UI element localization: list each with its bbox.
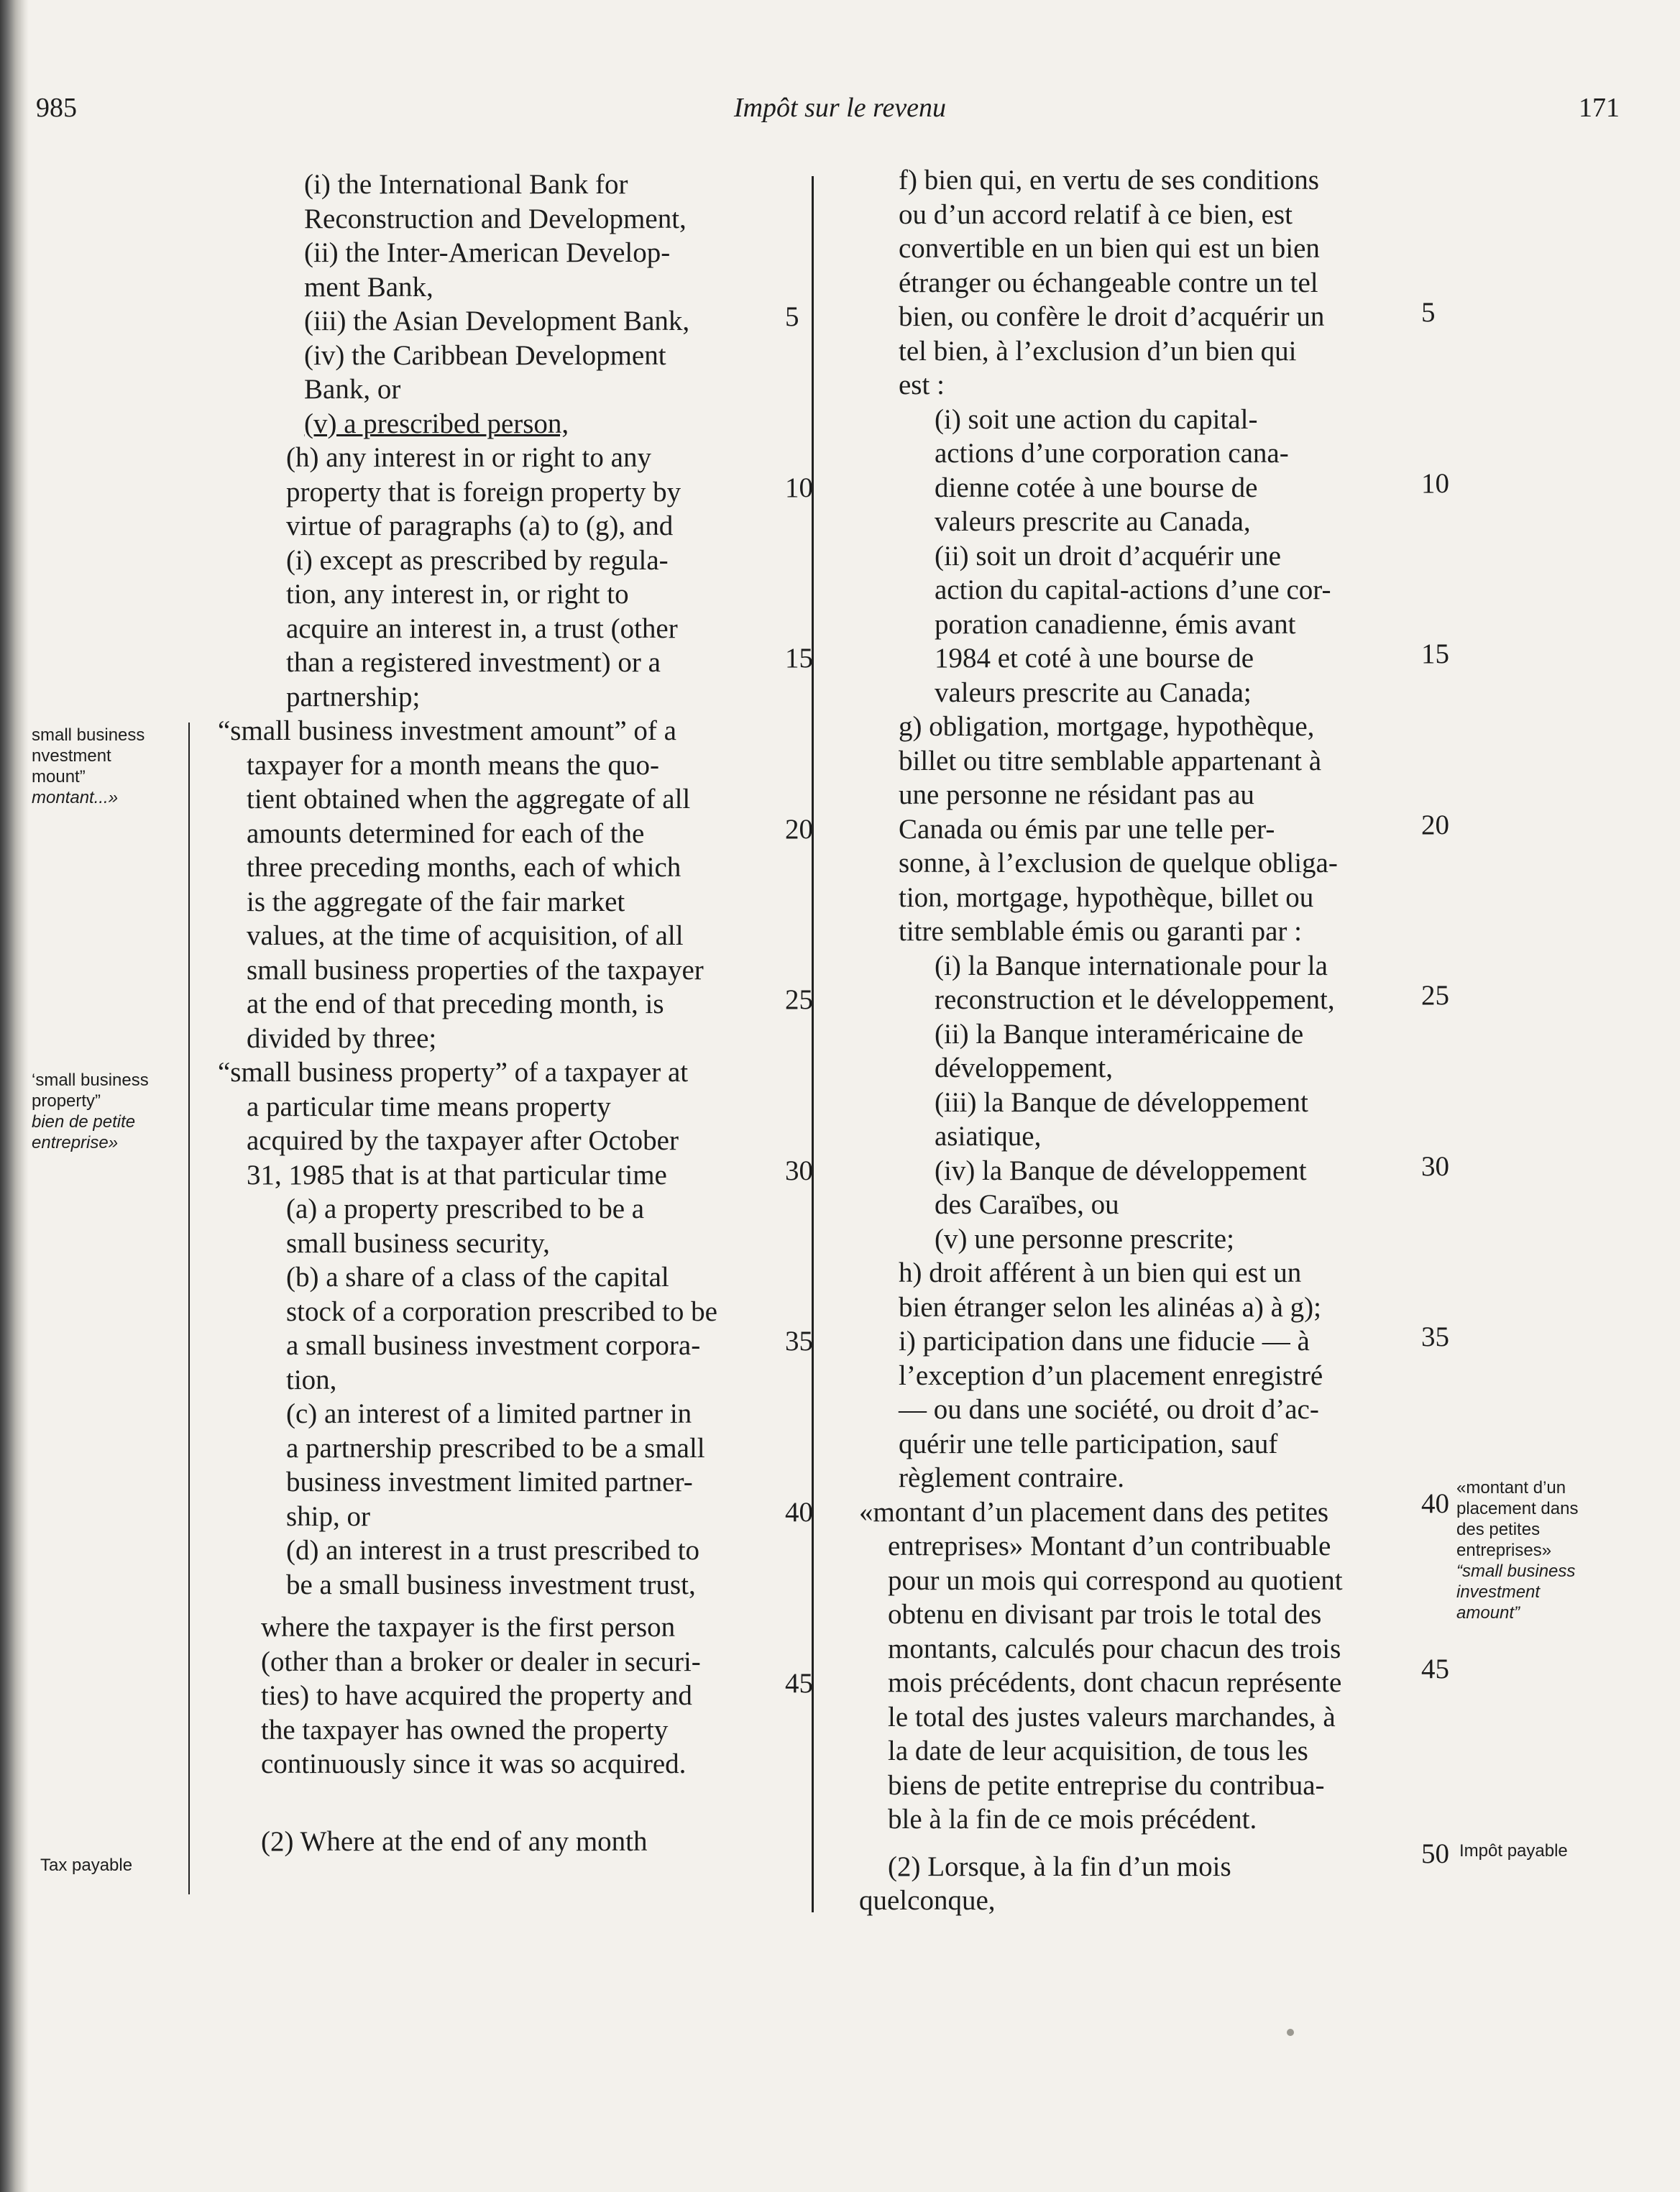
french-text-line: (v) une personne prescrite; [935,1223,1234,1255]
margin-note-line: des petites [1456,1520,1541,1539]
english-text-line: property that is foreign property by [286,476,681,508]
french-text-line: règlement contraire. [899,1462,1124,1493]
margin-note-line: amount” [1456,1603,1520,1623]
french-text-line: bien, ou confère le droit d’acquérir un [899,301,1325,332]
french-text-line: tion, mortgage, hypothèque, billet ou [899,881,1314,913]
page-number: 171 [1579,93,1620,123]
english-text-line: ties) to have acquired the property and [261,1680,692,1711]
english-text-line: stock of a corporation prescribed to be [286,1296,717,1327]
english-text-line: tion, any interest in, or right to [286,579,629,610]
margin-note-line: Impôt payable [1459,1841,1568,1861]
line-number: 40 [1421,1488,1449,1519]
french-text-line: ble à la fin de ce mois précédent. [888,1804,1257,1835]
margin-note-impot-payable [1459,1840,1568,1861]
english-text-line: partnership; [286,681,421,712]
english-text-line: ment Bank, [304,271,433,303]
french-text-line: biens de petite entreprise du contribua- [888,1769,1325,1801]
french-text-line: asiatique, [935,1121,1042,1152]
english-text-line: at the end of that preceding month, is [247,989,664,1019]
english-text-line: tient obtained when the aggregate of all [247,784,691,815]
line-number: 45 [785,1668,813,1699]
english-text-line: values, at the time of acquisition, of all [247,920,684,951]
line-number: 5 [1421,297,1436,328]
french-text-line: «montant d’un placement dans des petites [859,1496,1329,1528]
margin-note-line: property” [32,1091,101,1111]
french-text-line: une personne ne résidant pas au [899,779,1254,810]
line-number: 30 [785,1155,813,1186]
english-text-line: (2) Where at the end of any month [261,1825,648,1857]
english-text-line: (a) a property prescribed to be a [286,1193,645,1224]
french-text-line: g) obligation, mortgage, hypothèque, [899,711,1315,742]
english-text-line: a partnership prescribed to be a small [286,1432,705,1464]
margin-note-tax-payable [40,1855,132,1876]
french-text-line: poration canadienne, émis avant [935,608,1296,640]
french-text-line: h) droit afférent à un bien qui est un [899,1257,1302,1288]
line-number: 35 [1421,1321,1449,1352]
french-text-line: mois précédents, dont chacun représente [888,1667,1342,1698]
english-text-line: (b) a share of a class of the capital [286,1262,669,1293]
margin-note-line: entreprise» [32,1133,119,1152]
english-text-line: (v) a prescribed person, [304,408,569,439]
french-text-line: billet ou titre semblable appartenant à [899,745,1322,776]
french-text-line: la date de leur acquisition, de tous les [888,1735,1308,1766]
line-number: 45 [1421,1654,1449,1684]
english-text-line: than a registered investment) or a [286,647,661,678]
margin-note-small-business-investment-amount [32,725,144,808]
french-column [859,163,1434,1918]
line-number: 40 [785,1497,813,1528]
header-year: 985 [36,93,77,123]
french-text-line: Canada ou émis par une telle per- [899,813,1275,845]
margin-note-small-business-property [32,1070,149,1153]
left-margin-rule [188,723,190,1894]
french-text-line: actions d’une corporation cana- [935,438,1289,469]
french-text-line: i) participation dans une fiducie — à [899,1326,1310,1357]
french-text-line: quérir une telle participation, sauf [899,1428,1278,1459]
margin-note-line: «montant d’un [1456,1478,1566,1498]
french-text-line: (ii) soit un droit d’acquérir une [935,540,1281,572]
french-text-line: convertible en un bien qui est un bien [899,233,1320,264]
line-number: 20 [785,814,813,845]
margin-note-line: bien de petite [32,1112,136,1132]
english-text-line: be a small business investment trust, [286,1569,696,1600]
french-text-line: quelconque, [859,1885,996,1916]
margin-note-line: placement dans [1456,1499,1579,1518]
french-text-line: 1984 et coté à une bourse de [935,643,1254,674]
english-text-line: (d) an interest in a trust prescribed to [286,1535,700,1566]
margin-note-line: nvestment [32,746,111,766]
french-text-line: (iv) la Banque de développement [935,1155,1307,1186]
margin-note-line: entreprises» [1456,1541,1552,1560]
english-text-line: a small business investment corpora- [286,1330,701,1361]
english-text-line: the taxpayer has owned the property [261,1714,669,1746]
line-number: 25 [1421,980,1449,1011]
margin-note-line: montant...» [32,788,119,807]
english-text-line: (i) except as prescribed by regula- [286,544,669,576]
french-text-line: sonne, à l’exclusion de quelque obliga- [899,848,1338,879]
french-text-line: obtenu en divisant par trois le total des [888,1599,1322,1630]
french-text-line: (i) soit une action du capital- [935,403,1258,435]
margin-note-line: ‘small business [32,1070,149,1090]
english-text-line: tion, [286,1364,337,1395]
french-text-line: titre semblable émis ou garanti par : [899,916,1302,947]
english-text-line: (i) the International Bank for [304,169,628,200]
english-text-line: small business properties of the taxpayer [247,954,704,986]
english-text-line: (other than a broker or dealer in securi- [261,1646,701,1677]
english-text-line: “small business property” of a taxpayer at [218,1057,689,1088]
margin-note-line: small business [32,725,145,745]
french-text-line: le total des justes valeurs marchandes, à [888,1701,1336,1733]
english-text-line: (iii) the Asian Development Bank, [304,306,690,336]
french-text-line: entreprises» Montant d’un contribuable [888,1531,1331,1562]
english-text-line: (h) any interest in or right to any [286,442,651,473]
french-text-line: (iii) la Banque de développement [935,1086,1308,1118]
english-text-line: a particular time means property [247,1091,611,1122]
line-number: 50 [1421,1838,1449,1869]
english-text-line: 31, 1985 that is at that particular time [247,1159,667,1191]
english-text-line: three preceding months, each of which [247,852,681,883]
margin-note-montant-placement [1456,1477,1578,1623]
binding-edge [0,0,29,2192]
french-text-line: ou d’un accord relatif à ce bien, est [899,198,1293,230]
english-column [218,168,793,1858]
french-text-line: (ii) la Banque interaméricaine de [935,1018,1304,1050]
french-text-line: dienne cotée à une bourse de [935,472,1258,503]
line-number: 15 [785,643,813,674]
margin-note-line: investment [1456,1582,1541,1602]
french-text-line: développement, [935,1053,1113,1083]
line-number: 35 [785,1326,813,1357]
english-text-line: ship, or [286,1500,370,1532]
french-text-line: bien étranger selon les alinéas a) à g); [899,1291,1321,1323]
english-text-line: (iv) the Caribbean Development [304,339,666,371]
french-text-line: des Caraïbes, ou [935,1189,1119,1220]
english-text-line: divided by three; [247,1022,437,1054]
french-text-line: reconstruction et le développement, [935,984,1335,1015]
french-text-line: tel bien, à l’exclusion d’un bien qui [899,335,1297,367]
margin-note-line: Tax payable [40,1856,133,1875]
line-number: 5 [785,301,799,332]
line-number: 10 [1421,468,1449,499]
english-text-line: Bank, or [304,374,401,405]
french-text-line: pour un mois qui correspond au quotient [888,1564,1343,1596]
french-text-line: action du capital-actions d’une cor- [935,574,1331,605]
english-text-line: continuously since it was so acquired. [261,1748,687,1779]
margin-note-line: mount” [32,767,86,787]
french-text-line: — ou dans une société, ou droit d’ac- [899,1394,1319,1425]
french-text-line: est : [899,370,945,400]
english-text-line: (ii) the Inter-American Develop- [304,237,671,268]
line-number: 20 [1421,810,1449,840]
english-text-line: “small business investment amount” of a [218,715,676,746]
english-text-line: taxpayer for a month means the quo- [247,749,659,781]
line-number: 10 [785,472,813,503]
english-text-line: is the aggregate of the fair market [247,886,625,917]
french-text-line: étranger ou échangeable contre un tel [899,267,1318,298]
running-title: Impôt sur le revenu [733,93,947,123]
french-text-line: valeurs prescrite au Canada, [935,506,1251,537]
french-text-line: valeurs prescrite au Canada; [935,677,1252,708]
french-text-line: f) bien qui, en vertu de ses conditions [899,165,1319,196]
english-text-line: amounts determined for each of the [247,817,645,849]
paper-speck [1287,2029,1294,2036]
english-text-line: business investment limited partner- [286,1467,693,1498]
french-text-line: (i) la Banque internationale pour la [935,950,1328,981]
french-text-line: (2) Lorsque, à la fin d’un mois [888,1851,1231,1882]
english-text-line: Reconstruction and Development, [304,203,687,234]
french-text-line: montants, calculés pour chacun des trois [888,1633,1341,1664]
english-text-line: virtue of paragraphs (a) to (g), and [286,510,674,541]
english-text-line: small business security, [286,1227,550,1259]
margin-note-line: “small business [1456,1562,1576,1581]
english-text-line: where the taxpayer is the first person [261,1612,676,1643]
english-text-line: (c) an interest of a limited partner in [286,1398,692,1429]
english-text-line: acquire an interest in, a trust (other [286,613,678,644]
line-number: 25 [785,984,813,1015]
english-text-line: acquired by the taxpayer after October [247,1125,679,1156]
center-column-rule [812,176,814,1912]
line-number: 15 [1421,638,1449,669]
french-text-line: l’exception d’un placement enregistré [899,1359,1323,1391]
line-number: 30 [1421,1151,1449,1182]
